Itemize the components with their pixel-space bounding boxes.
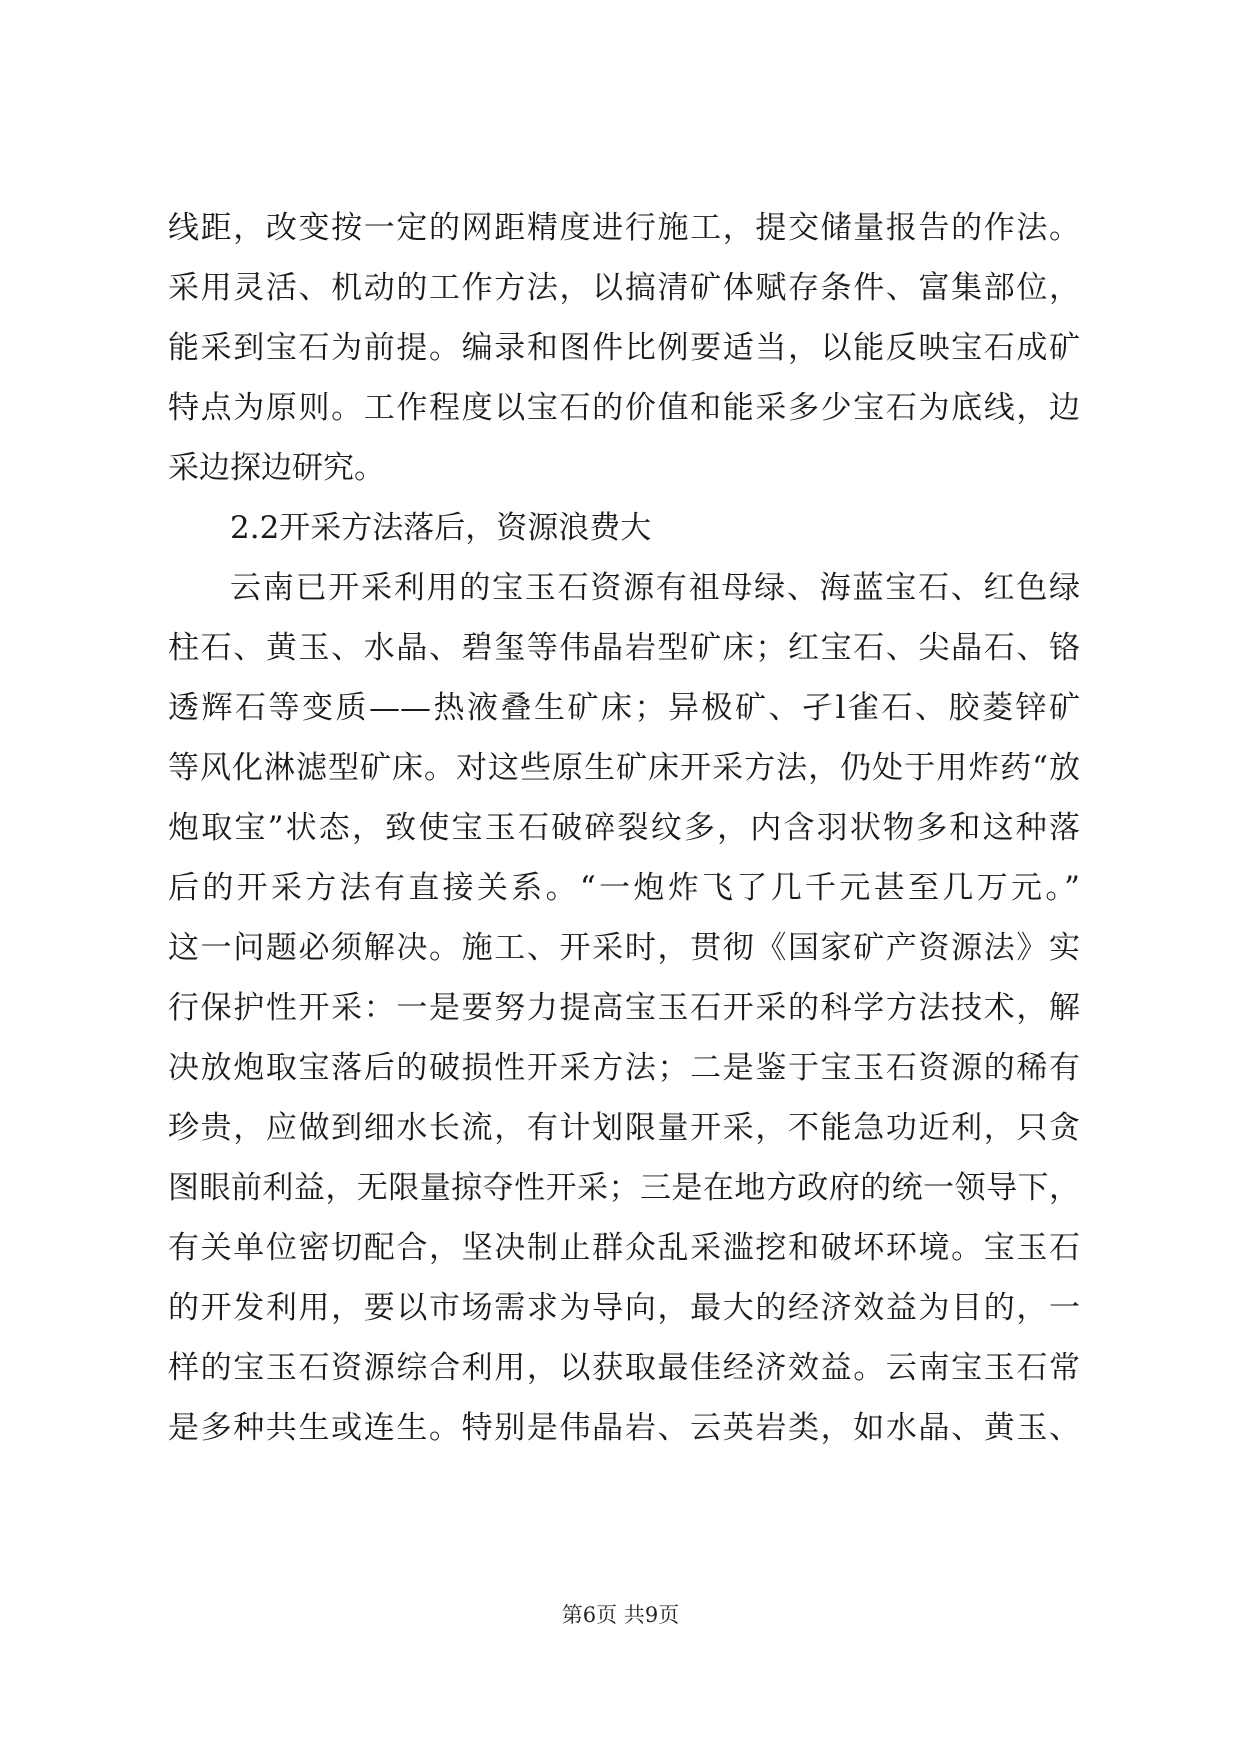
text-line: 采用灵活、机动的工作方法，以搞清矿体赋存条件、富集部位， (168, 270, 1080, 306)
text-line: 是多种共生或连生。特别是伟晶岩、云英岩类，如水晶、黄玉、 (168, 1410, 1080, 1446)
paragraph-first-line: 云南已开采利用的宝玉石资源有祖母绿、海蓝宝石、红色绿 (230, 570, 1080, 606)
text-line: 能采到宝石为前提。编录和图件比例要适当，以能反映宝石成矿 (168, 330, 1080, 366)
text-line: 线距，改变按一定的网距精度进行施工，提交储量报告的作法。 (168, 210, 1080, 246)
text-line: 后的开采方法有直接关系。“一炮炸飞了几千元甚至几万元。” (168, 870, 1080, 906)
text-line: 炮取宝”状态，致使宝玉石破碎裂纹多，内含羽状物多和这种落 (168, 810, 1080, 846)
text-line: 有关单位密切配合，坚决制止群众乱采滥挖和破坏环境。宝玉石 (168, 1230, 1080, 1266)
text-line: 柱石、黄玉、水晶、碧玺等伟晶岩型矿床；红宝石、尖晶石、铬 (168, 630, 1080, 666)
text-line: 决放炮取宝落后的破损性开采方法；二是鉴于宝玉石资源的稀有 (168, 1050, 1080, 1086)
text-line: 等风化淋滤型矿床。对这些原生矿床开采方法，仍处于用炸药“放 (168, 750, 1080, 786)
text-line: 透辉石等变质——热液叠生矿床；异极矿、孑l雀石、胶菱锌矿 (168, 690, 1080, 726)
text-line: 行保护性开采：一是要努力提高宝玉石开采的科学方法技术，解 (168, 990, 1080, 1026)
text-line: 样的宝玉石资源综合利用，以获取最佳经济效益。云南宝玉石常 (168, 1350, 1080, 1386)
text-line: 珍贵，应做到细水长流，有计划限量开采，不能急功近利，只贪 (168, 1110, 1080, 1146)
text-line: 特点为原则。工作程度以宝石的价值和能采多少宝石为底线，边 (168, 390, 1080, 426)
text-line: 采边探边研究。 (168, 450, 385, 486)
text-line: 的开发利用，要以市场需求为导向，最大的经济效益为目的，一 (168, 1290, 1080, 1326)
section-heading: 2.2开采方法落后，资源浪费大 (230, 510, 652, 546)
text-line: 这一问题必须解决。施工、开采时，贯彻《国家矿产资源法》实 (168, 930, 1080, 966)
page-number-footer: 第6页 共9页 (561, 1603, 680, 1627)
text-line: 图眼前利益，无限量掠夺性开采；三是在地方政府的统一领导下， (168, 1170, 1080, 1206)
